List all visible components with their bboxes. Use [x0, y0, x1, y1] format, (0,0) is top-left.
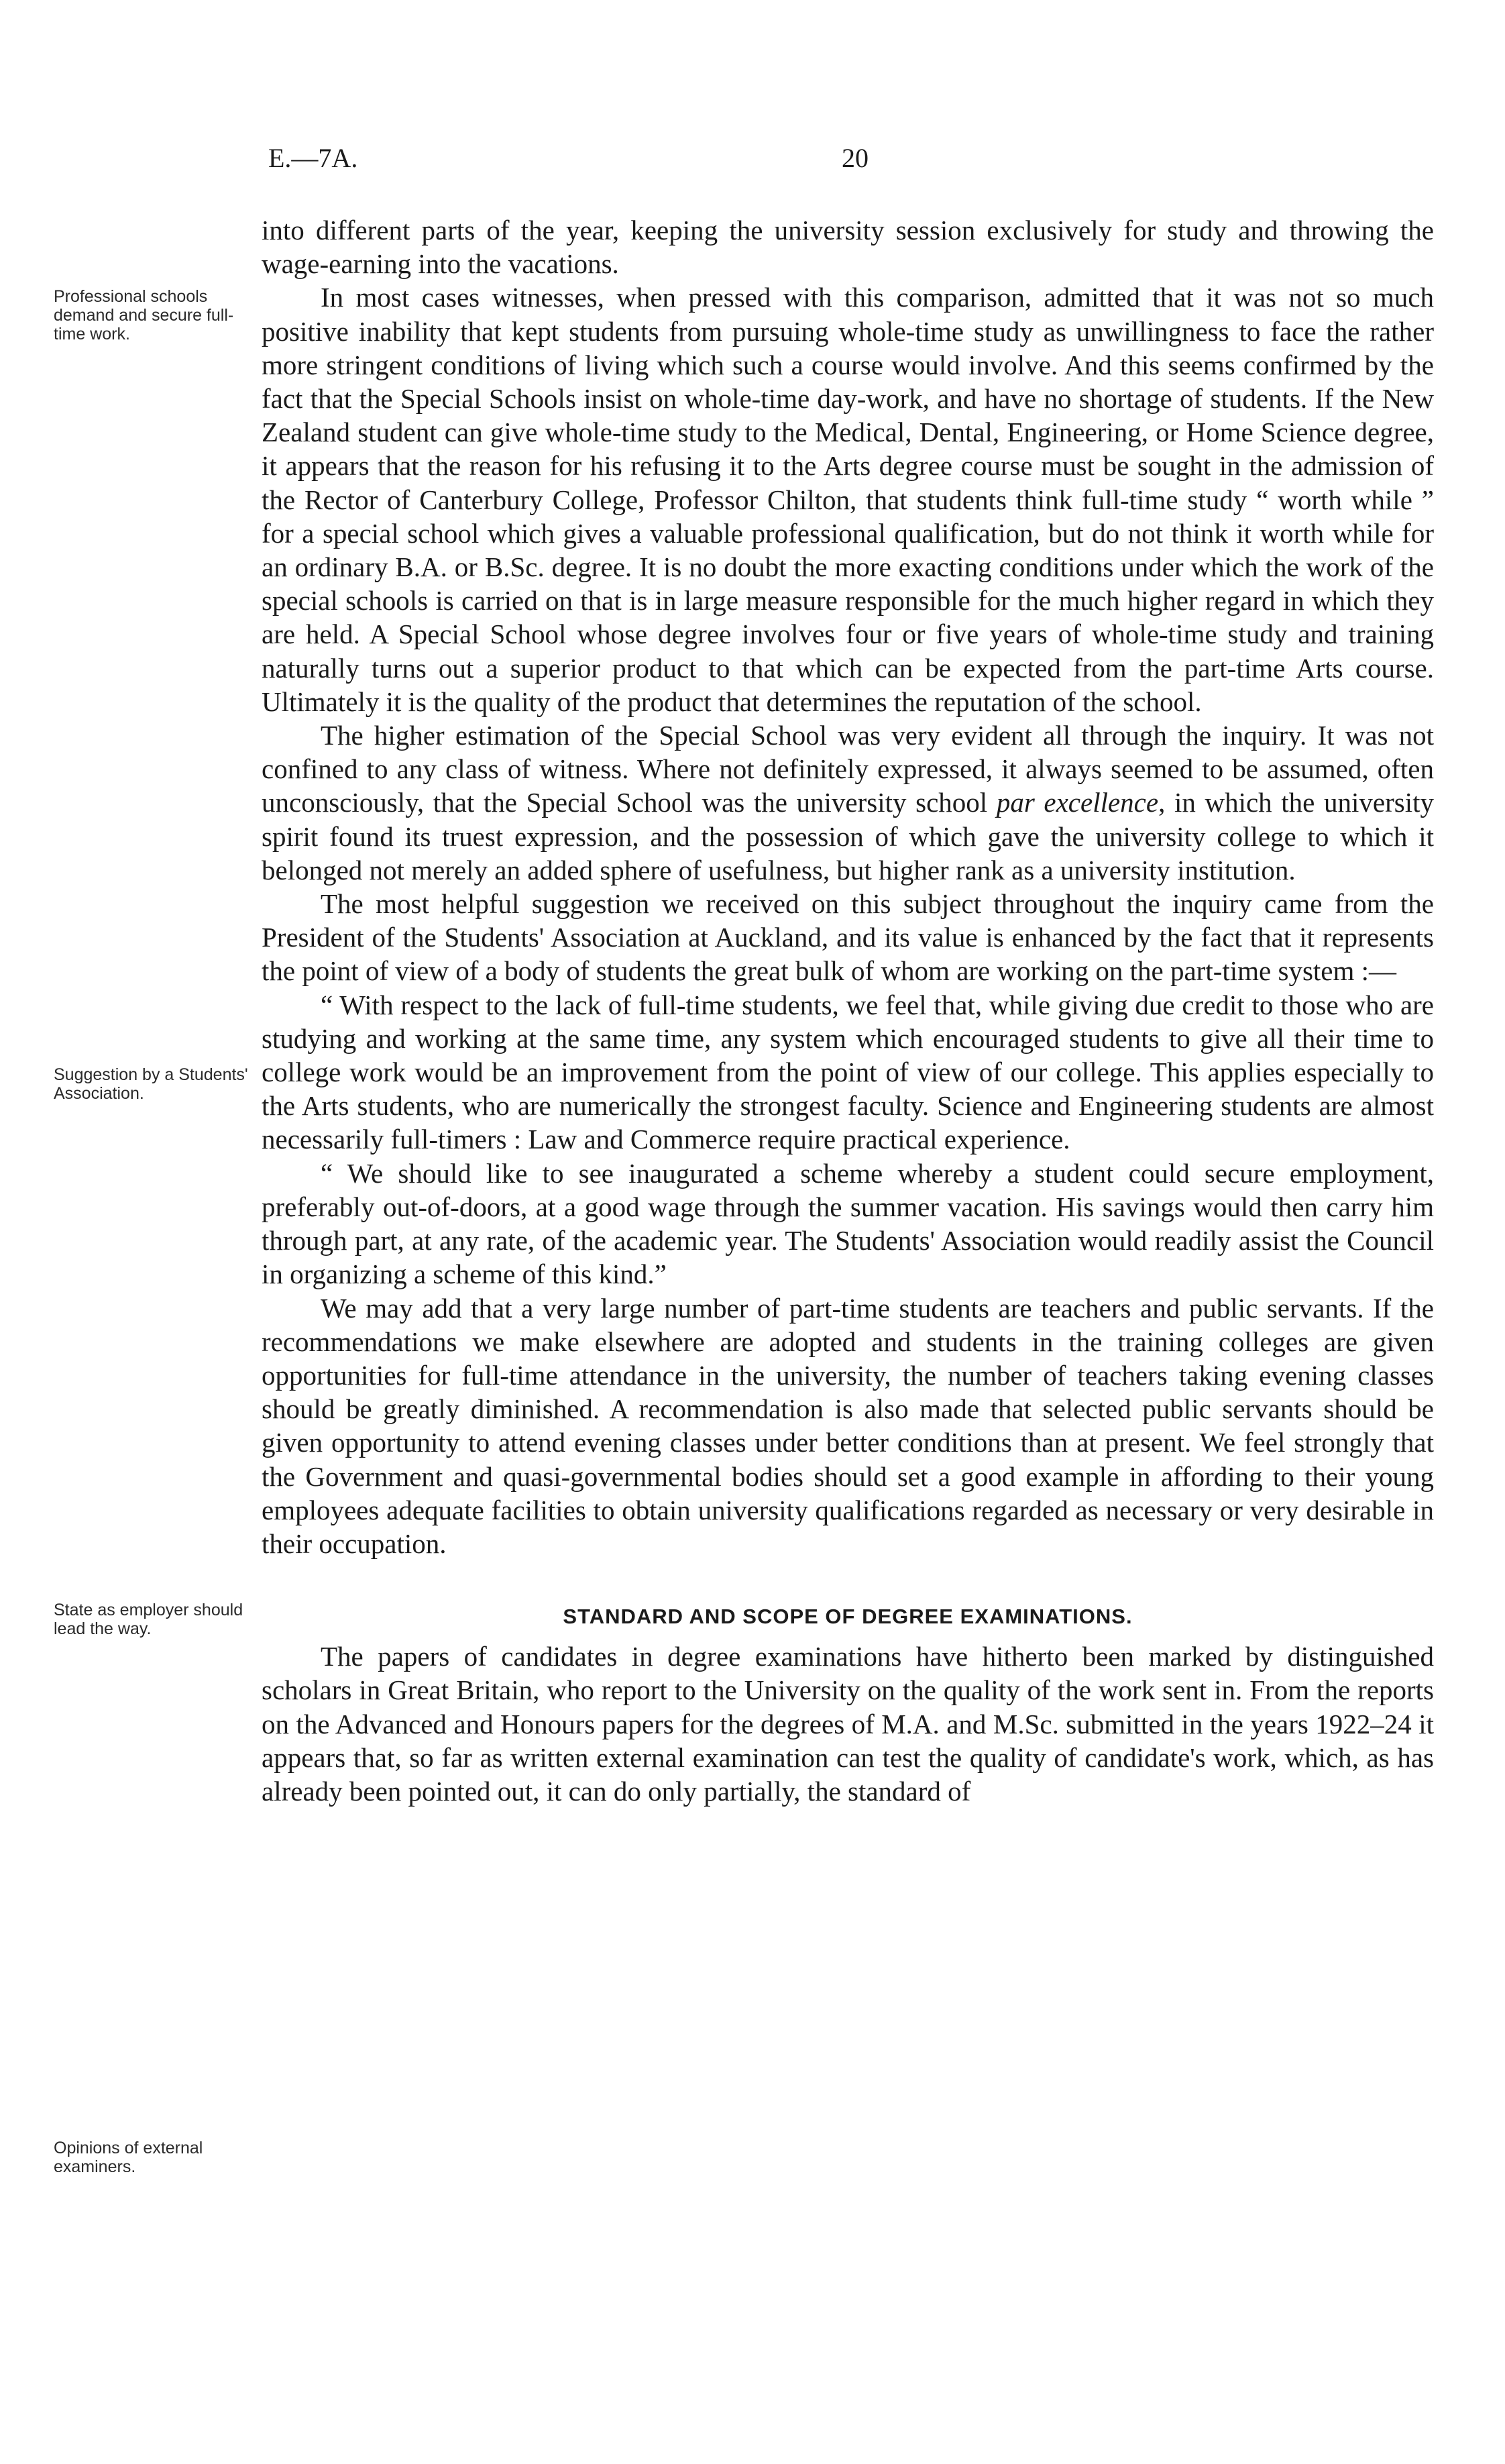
italic-phrase: par excellence	[996, 787, 1159, 818]
margin-note-students-association: Suggestion by a Students' Association.	[54, 1065, 248, 1103]
margin-note-state-employer: State as employer should lead the way.	[54, 1601, 243, 1638]
page-number: 20	[842, 143, 869, 173]
paragraph-professional-schools: In most cases witnesses, when pressed with this comparison, admitted that it was not so much positive inability that kept students from pursuing whole-time study as unwillingness to face the rather more stringent conditions of living which such a course would involve. And this seems confirmed by the fact that the Special Schools insist on whole-time day-work, and have no shortage of students. If the New Zealand student can give whole-time study to the Medical, Dental, Engineering, or Home Science degree, it appears that the reason for his refusing it to the Arts degree course must be sought in the admission of the Rector of Canterbury College, Professor Chilton, that students think full-time study “ worth while ” for a special school which gives a valuable professional qualification, but do not think it worth while for an ordinary B.A. or B.Sc. degree. It is no doubt the more exacting conditions under which the work of the special schools is carried on that is in large measure responsible for the much higher regard in which they are held. A Special School whose degree involves four or five years of whole-time study and training naturally turns out a superior product to that which can be expected from the part-time Arts course. Ultimately it is the quality of the product that determines the reputation of the school.	[262, 282, 1434, 717]
margin-note-external-examiners: Opinions of external examiners.	[54, 2139, 203, 2176]
paragraph-helpful-suggestion: The most helpful suggestion we received on this subject throughout the inquiry came from the President of the Students' Association at Auckland, and its value is enhanced by the fact that it represents the point of view of a body of students the great bulk of whom are working on the part-time system :—	[262, 888, 1434, 987]
section-heading: STANDARD AND SCOPE OF DEGREE EXAMINATIONS.	[563, 1605, 1133, 1629]
page-header	[268, 142, 1435, 182]
paragraph-quote-full-time: “ With respect to the lack of full-time students, we feel that, while giving due credit to those who are studying and working at the same time, any system which encouraged students to give all their time to college work would be an improvement from the point of view of our college. This applies especially to the Arts students, who are numerically the strongest faculty. Science and Engineering students are almost necessarily full-timers : Law and Commerce require practical experience.	[262, 989, 1434, 1155]
paragraph-special-school-estimation	[262, 718, 1434, 887]
paragraph-state-employer: We may add that a very large number of part-time students are teachers and public servants. If the recommendations we make elsewhere are adopted and students in the training colleges are given opportunities for full-time attendance in the university, the number of teachers taking evening classes should be greatly diminished. A recommendation is also made that selected public servants should be given opportunity to attend evening classes under better conditions than at present. We feel strongly that the Government and quasi-governmental bodies should set a good example in affording to their young employees adequate facilities to obtain university qualifications regarded as necessary or very desirable in their occupation.	[262, 1292, 1434, 1559]
paragraph-continuation: into different parts of the year, keeping the university session exclusively for study and throwing the wage-earning into the vacations.	[262, 215, 1434, 280]
document-reference: E.—7A.	[268, 143, 358, 173]
paragraph-quote-vacation: “ We should like to see inaugurated a scheme whereby a student could secure employment, preferably out-of-doors, at a good wage through the summer vacation. His savings would then carry him through part, at any rate, of the academic year. The Students' Association would readily assist the Council in organizing a scheme of this kind.”	[262, 1157, 1434, 1290]
paragraph-text: The higher estimation of the Special School was very evident all through the inquiry. It was not confined to any class of witness. Where not definitely expressed, it always seemed to be assumed, often unconsciously, that the Special School was the university school	[262, 720, 1434, 818]
paragraph-external-examiners: The papers of candidates in degree examinations have hitherto been marked by distinguished scholars in Great Britain, who report to the University on the quality of the work sent in. From the reports on the Advanced and Honours papers for the degrees of M.A. and M.Sc. submitted in the years 1922–24 it appears that, so far as written external examination can test the quality of candidate's work, which, as has already been pointed out, it can do only partially, the standard of	[262, 1641, 1434, 1807]
paragraph-text: , in which the university spirit found its truest expression, and the possession of which gave the university college to which it belonged not merely an added sphere of usefulness, but higher rank as a university institution.	[262, 787, 1434, 886]
body-text	[262, 213, 1434, 1808]
margin-note-professional-schools: Professional schools demand and secure full-time work.	[54, 287, 234, 343]
